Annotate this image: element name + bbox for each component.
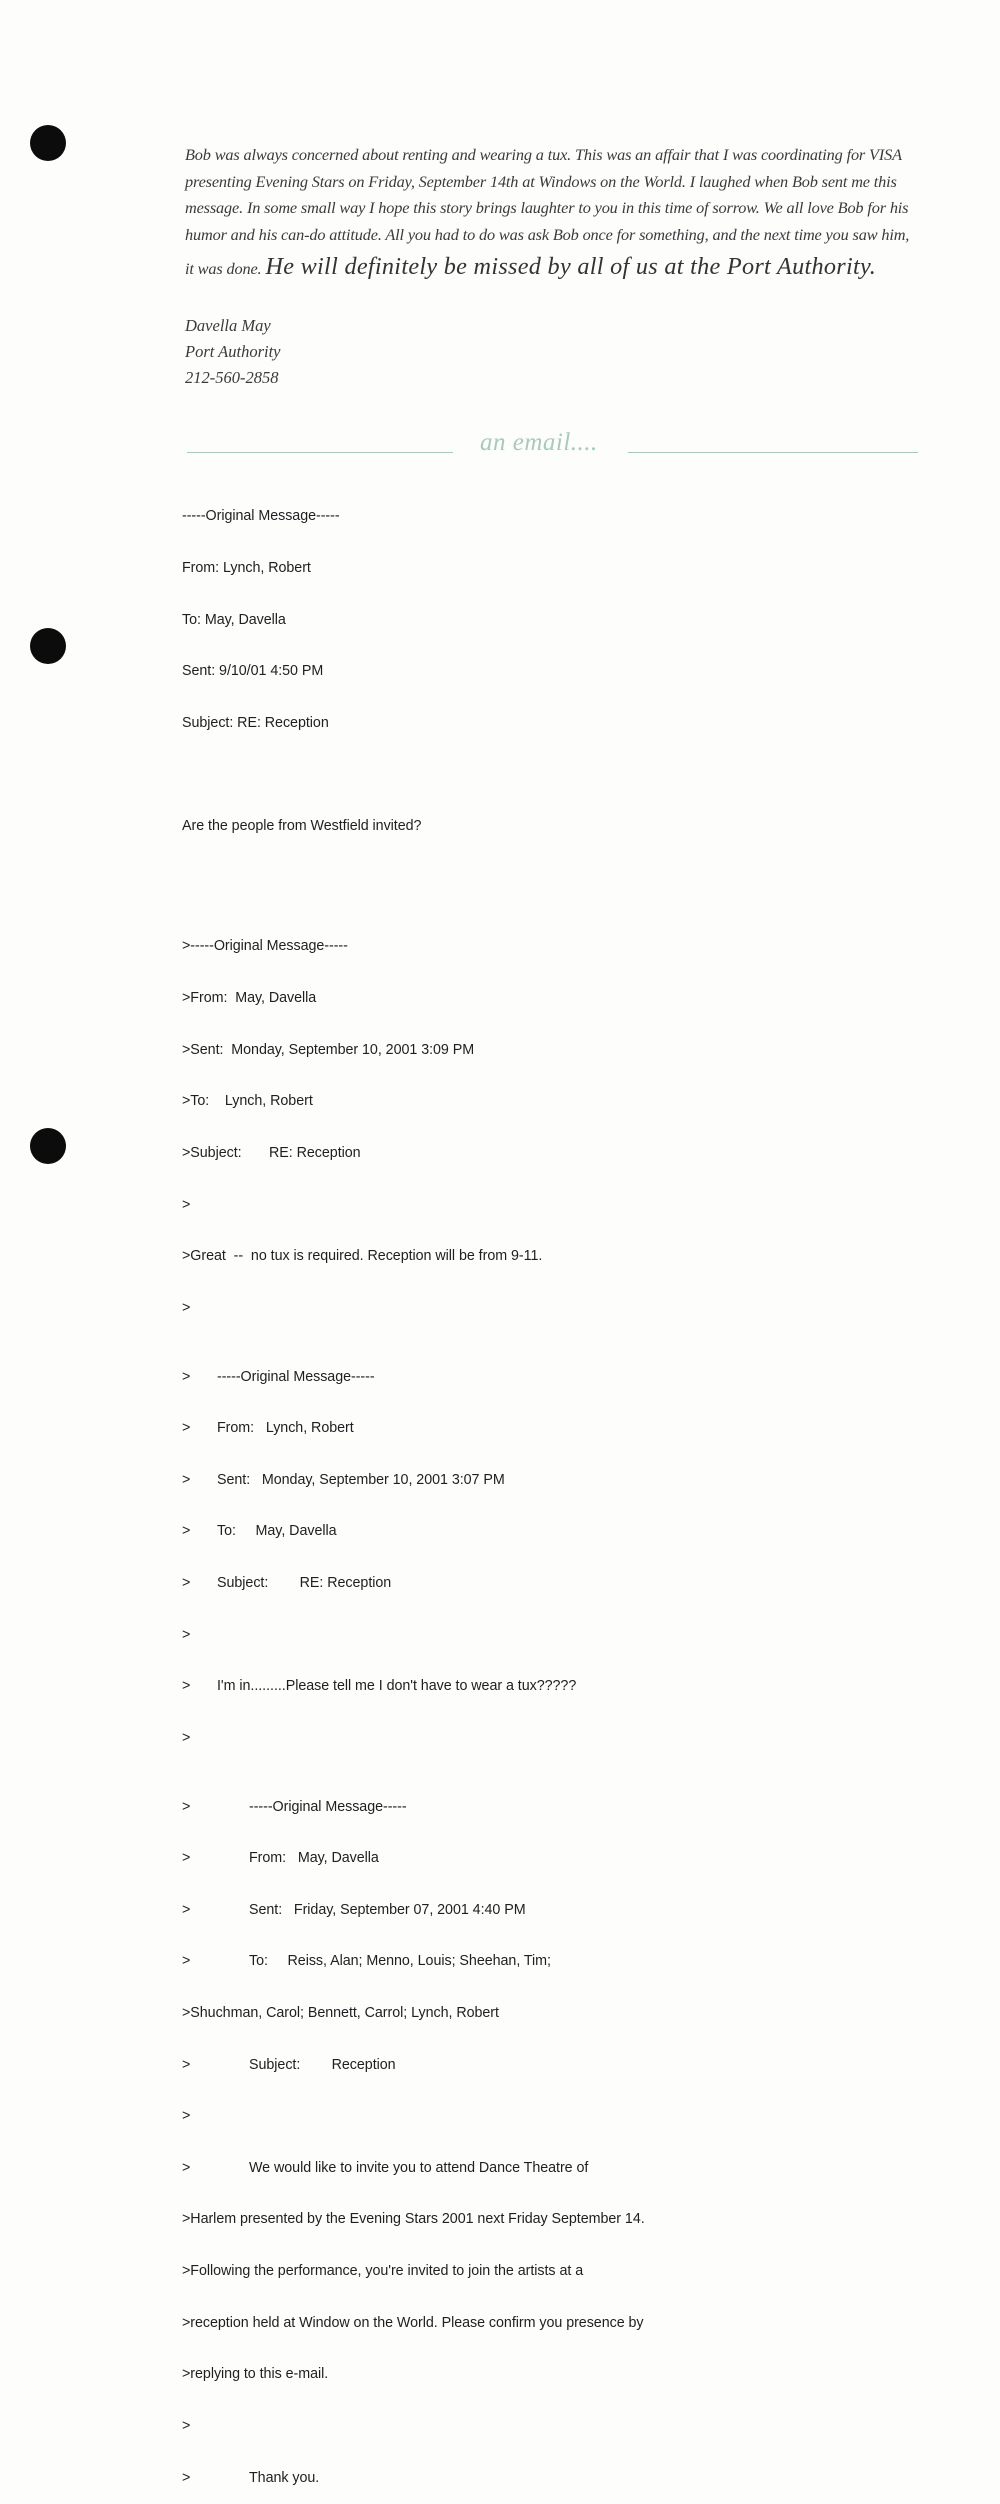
- quote-marker: >: [182, 1626, 191, 1643]
- reply2-body: I'm in.........Please tell me I don't have to wear a tux?????: [217, 1678, 577, 1695]
- reply3-body-line: >reception held at Window on the World. Please confirm you presence by: [182, 2314, 644, 2331]
- reply2-from-row: [182, 1420, 645, 1437]
- tribute-closing-emphasis: He will definitely be missed by all of us at the Port Authority.: [265, 253, 877, 280]
- email-body: Are the people from Westfield invited?: [182, 818, 422, 835]
- quote-marker: >: [182, 1850, 191, 1867]
- reply1-gap: >: [182, 1299, 191, 1316]
- email-header-title: -----Original Message-----: [182, 508, 340, 525]
- reply2-title-row: [182, 1369, 645, 1386]
- quote-marker: >: [182, 2056, 191, 2073]
- email-header-from: From: Lynch, Robert: [182, 560, 311, 577]
- reply3-sent-row: [182, 1902, 645, 1919]
- reply3-body-line: >Harlem presented by the Evening Stars 2001 next Friday September 14.: [182, 2211, 645, 2228]
- quote-marker: >: [182, 2417, 191, 2434]
- reply3-title-row: [182, 1799, 645, 1816]
- quote-marker: >: [182, 1798, 191, 1815]
- reply2-title: -----Original Message-----: [217, 1368, 375, 1385]
- email-thread: [182, 474, 645, 2504]
- signature-name: Davella May: [185, 316, 271, 335]
- signature-phone: 212-560-2858: [185, 368, 279, 387]
- tribute-line: Bob was always concerned about renting and wearing a tux. This was an affair that I was coordinating for VISA: [185, 145, 902, 164]
- reply1-title: >-----Original Message-----: [182, 938, 348, 955]
- reply3-title: -----Original Message-----: [249, 1798, 407, 1815]
- signature-org: Port Authority: [185, 342, 281, 361]
- quote-marker: >: [182, 2159, 191, 2176]
- signature-block: [185, 313, 281, 391]
- reply3-to: To: Reiss, Alan; Menno, Louis; Sheehan, Tim;: [249, 1953, 551, 1970]
- tribute-closing-line: [185, 252, 915, 284]
- reply2-to: To: May, Davella: [217, 1523, 337, 1540]
- divider-rule-left: [187, 452, 453, 453]
- reply3-body-line: We would like to invite you to attend Dance Theatre of: [249, 2159, 589, 2176]
- quote-marker: >: [182, 1901, 191, 1918]
- reply2-sent: Sent: Monday, September 10, 2001 3:07 PM: [217, 1471, 505, 1488]
- quote-marker: >: [182, 1574, 191, 1591]
- reply2-from: From: Lynch, Robert: [217, 1420, 354, 1437]
- quote-marker: >: [182, 2469, 191, 2486]
- reply2-to-row: [182, 1523, 645, 1540]
- reply2-subject: Subject: RE: Reception: [217, 1574, 392, 1591]
- tribute-line: presenting Evening Stars on Friday, September 14th at Windows on the World. I laughed when Bob sent me this: [185, 171, 897, 191]
- reply3-gap-row: [182, 2108, 645, 2125]
- divider-rule-right: [628, 452, 918, 453]
- reply3-sent: Sent: Friday, September 07, 2001 4:40 PM: [249, 1901, 526, 1918]
- reply2-sent-row: [182, 1472, 645, 1489]
- quote-marker: >: [182, 2108, 191, 2125]
- tribute-line: message. In some small way I hope this story brings laughter to you in this time of sorrow. We all love Bob for his: [185, 198, 909, 217]
- reply3-from: From: May, Davella: [249, 1850, 379, 1867]
- tribute-paragraph: [185, 142, 915, 284]
- reply1-sent: >Sent: Monday, September 10, 2001 3:09 PM: [182, 1041, 475, 1058]
- quote-marker: >: [182, 1420, 191, 1437]
- reply2-subject-row: [182, 1575, 645, 1592]
- tribute-closing-small: it was done.: [185, 259, 262, 278]
- reply1-gap: >: [182, 1196, 191, 1213]
- reply2-gap-row: [182, 1627, 645, 1644]
- email-header-subject: Subject: RE: Reception: [182, 714, 329, 731]
- reply2-body-row: [182, 1678, 645, 1695]
- reply3-subject: Subject: Reception: [249, 2056, 396, 2073]
- reply3-body-line: >Following the performance, you're invited to join the artists at a: [182, 2263, 584, 2280]
- reply3-body-row: [182, 2160, 645, 2177]
- reply3-from-row: [182, 1850, 645, 1867]
- reply3-body-line: >replying to this e-mail.: [182, 2366, 329, 2383]
- binder-hole: [30, 1128, 66, 1164]
- reply3-to-continued: >Shuchman, Carol; Bennett, Carrol; Lynch, Robert: [182, 2005, 499, 2022]
- reply1-to: >To: Lynch, Robert: [182, 1093, 313, 1110]
- reply3-gap-row: [182, 2418, 645, 2435]
- email-header-to: To: May, Davella: [182, 611, 286, 628]
- reply1-subject: >Subject: RE: Reception: [182, 1144, 361, 1161]
- quote-marker: >: [182, 1523, 191, 1540]
- reply1-body: >Great -- no tux is required. Reception will be from 9-11.: [182, 1248, 543, 1265]
- binder-hole: [30, 125, 66, 161]
- binder-hole: [30, 628, 66, 664]
- divider-label: an email....: [480, 429, 598, 456]
- quote-marker: >: [182, 1729, 191, 1746]
- quote-marker: >: [182, 1678, 191, 1695]
- reply3-thanks: Thank you.: [249, 2469, 320, 2486]
- email-header-sent: Sent: 9/10/01 4:50 PM: [182, 663, 324, 680]
- tribute-line: humor and his can-do attitude. All you had to do was ask Bob once for something, and the next time you saw him,: [185, 224, 910, 244]
- quote-marker: >: [182, 1953, 191, 1970]
- reply1-from: >From: May, Davella: [182, 990, 317, 1007]
- reply3-to-row: [182, 1953, 645, 1970]
- reply3-thanks-row: [182, 2470, 645, 2487]
- reply3-subject-row: [182, 2057, 645, 2074]
- quote-marker: >: [182, 1368, 191, 1385]
- quote-marker: >: [182, 1471, 191, 1488]
- reply2-gap-row: [182, 1730, 645, 1747]
